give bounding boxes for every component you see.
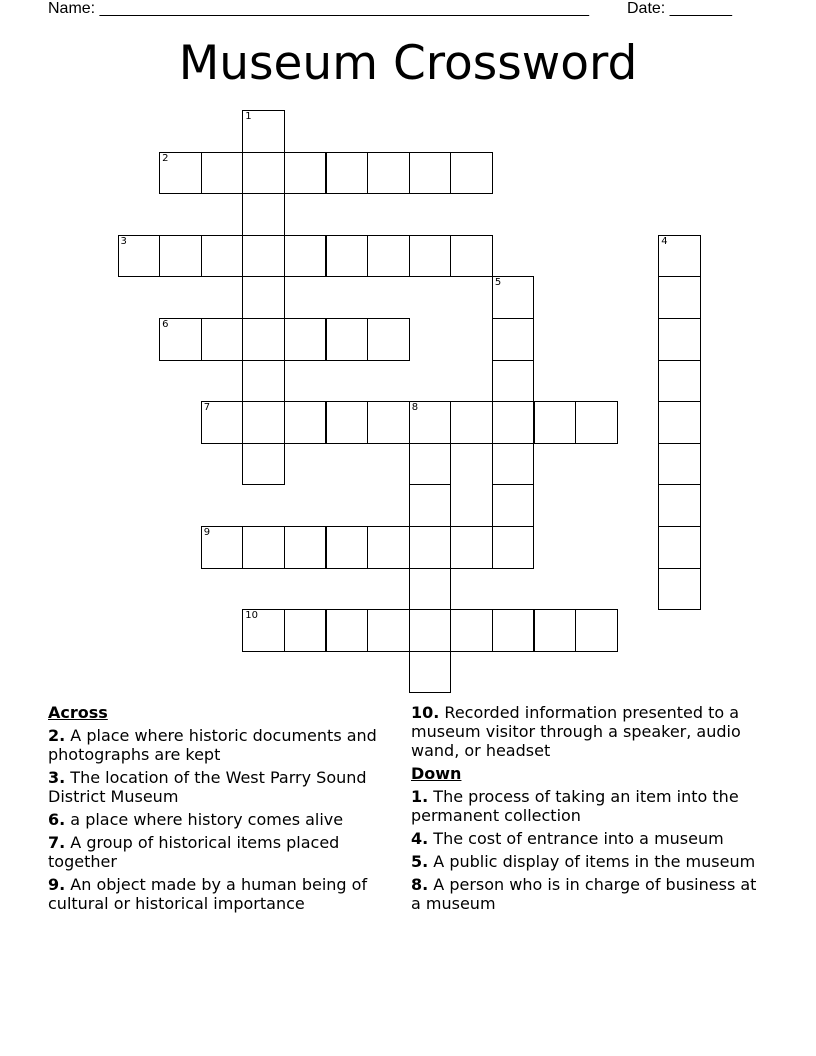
crossword-cell[interactable] [242, 609, 285, 652]
across-clue-9 [48, 875, 388, 913]
clue-number: 5. [411, 852, 429, 871]
clue-text: a place where history comes alive [65, 810, 344, 829]
down-heading: Down [411, 764, 462, 783]
crossword-cell[interactable] [492, 360, 535, 403]
crossword-cell[interactable] [450, 401, 493, 444]
crossword-cell[interactable] [658, 235, 701, 278]
cell-number: 5 [494, 277, 502, 289]
crossword-cell[interactable] [326, 526, 369, 569]
clue-text: The cost of entrance into a museum [428, 829, 724, 848]
crossword-cell[interactable] [367, 318, 410, 361]
across-clue-6 [48, 810, 388, 829]
crossword-cell[interactable] [159, 152, 202, 195]
crossword-cell[interactable] [326, 318, 369, 361]
clue-number: 4. [411, 829, 429, 848]
clue-text: A place where historic documents and photographs are kept [48, 726, 377, 764]
across-heading: Across [48, 703, 108, 722]
cell-number: 4 [661, 235, 668, 247]
clue-text: A person who is in charge of business at a museum [411, 875, 757, 913]
down-clue-4 [411, 829, 771, 848]
clues-column-right [411, 703, 771, 917]
crossword-cell[interactable] [159, 235, 202, 278]
date-line: Date: _______ [627, 0, 732, 17]
crossword-cell[interactable] [284, 318, 327, 361]
crossword-cell[interactable] [284, 235, 327, 278]
clue-number: 10. [411, 703, 440, 722]
cell-number: 1 [245, 111, 252, 122]
down-clue-8 [411, 875, 771, 913]
crossword-cell[interactable] [450, 526, 493, 569]
crossword-cell[interactable] [409, 568, 452, 611]
across-clue-7 [48, 833, 388, 871]
crossword-cell[interactable] [284, 152, 327, 195]
clue-number: 6. [48, 810, 66, 829]
crossword-cell[interactable] [409, 235, 452, 278]
clues-column-left [48, 703, 388, 917]
crossword-cell[interactable] [201, 235, 244, 278]
across-clue-2 [48, 726, 388, 764]
crossword-cell[interactable] [242, 443, 285, 486]
crossword-cell[interactable] [492, 318, 535, 361]
across-clue-10 [411, 703, 771, 760]
crossword-cell[interactable] [242, 110, 285, 153]
crossword-cell[interactable] [575, 401, 618, 444]
crossword-cell[interactable] [409, 443, 452, 486]
crossword-cell[interactable] [367, 401, 410, 444]
crossword-cell[interactable] [118, 235, 161, 278]
clue-text: A group of historical items placed together [48, 833, 340, 871]
crossword-cell[interactable] [242, 318, 285, 361]
crossword-cell[interactable] [242, 193, 285, 236]
crossword-cell[interactable] [326, 609, 369, 652]
cell-number: 6 [162, 319, 169, 330]
down-clue-5 [411, 852, 771, 871]
crossword-cell[interactable] [658, 360, 701, 403]
clue-text: The location of the West Parry Sound District Museum [48, 768, 367, 806]
crossword-cell[interactable] [409, 526, 452, 569]
crossword-cell[interactable] [201, 152, 244, 195]
crossword-cell[interactable] [492, 401, 535, 444]
crossword-cell[interactable] [409, 484, 452, 527]
cell-number: 7 [203, 402, 211, 414]
crossword-cell[interactable] [450, 152, 493, 195]
cell-number: 10 [245, 610, 259, 622]
clue-text: A public display of items in the museum [428, 852, 756, 871]
crossword-cell[interactable] [534, 401, 577, 444]
crossword-cell[interactable] [326, 235, 369, 278]
crossword-cell[interactable] [367, 235, 410, 278]
clue-number: 1. [411, 787, 429, 806]
crossword-cell[interactable] [492, 526, 535, 569]
page-title: Museum Crossword [178, 36, 638, 91]
crossword-cell[interactable] [367, 526, 410, 569]
crossword-cell[interactable] [492, 609, 535, 652]
crossword-cell[interactable] [409, 651, 452, 694]
clue-number: 2. [48, 726, 66, 745]
crossword-cell[interactable] [658, 401, 701, 444]
crossword-cell[interactable] [534, 609, 577, 652]
crossword-cell[interactable] [242, 235, 285, 278]
crossword-cell[interactable] [367, 152, 410, 195]
crossword-cell[interactable] [658, 276, 701, 319]
crossword-cell[interactable] [658, 443, 701, 486]
crossword-cell[interactable] [492, 276, 535, 319]
crossword-cell[interactable] [450, 235, 493, 278]
crossword-cell[interactable] [284, 526, 327, 569]
crossword-cell[interactable] [326, 152, 369, 195]
crossword-cell[interactable] [492, 484, 535, 527]
crossword-cell[interactable] [242, 526, 285, 569]
cell-number: 3 [120, 235, 127, 247]
cell-number: 9 [203, 527, 211, 538]
clue-text: The process of taking an item into the permanent collection [411, 787, 739, 825]
name-line: Name: _______________________________________________________ [48, 0, 589, 17]
crossword-cell[interactable] [409, 152, 452, 195]
clue-text: An object made by a human being of cultural or historical importance [48, 875, 368, 913]
crossword-cell[interactable] [658, 484, 701, 527]
crossword-cell[interactable] [242, 360, 285, 403]
clue-number: 3. [48, 768, 66, 787]
down-clue-1 [411, 787, 771, 825]
crossword-cell[interactable] [201, 318, 244, 361]
cell-number: 8 [411, 402, 419, 414]
clue-number: 9. [48, 875, 66, 894]
clue-text: Recorded information presented to a museum visitor through a speaker, audio wand, or headset [411, 703, 741, 760]
crossword-cell[interactable] [201, 401, 244, 444]
crossword-cell[interactable] [326, 401, 369, 444]
crossword-cell[interactable] [284, 401, 327, 444]
clue-number: 8. [411, 875, 429, 894]
crossword-cell[interactable] [450, 609, 493, 652]
crossword-cell[interactable] [242, 152, 285, 195]
crossword-cell[interactable] [575, 609, 618, 652]
crossword-cell[interactable] [658, 318, 701, 361]
crossword-cell[interactable] [284, 609, 327, 652]
across-clue-3 [48, 768, 388, 806]
crossword-cell[interactable] [409, 401, 452, 444]
crossword-cell[interactable] [658, 568, 701, 611]
crossword-cell[interactable] [242, 401, 285, 444]
crossword-cell[interactable] [242, 276, 285, 319]
crossword-cell[interactable] [409, 609, 452, 652]
crossword-cell[interactable] [492, 443, 535, 486]
cell-number: 2 [162, 152, 169, 164]
crossword-cell[interactable] [201, 526, 244, 569]
crossword-cell[interactable] [367, 609, 410, 652]
clue-number: 7. [48, 833, 66, 852]
crossword-cell[interactable] [159, 318, 202, 361]
crossword-cell[interactable] [658, 526, 701, 569]
